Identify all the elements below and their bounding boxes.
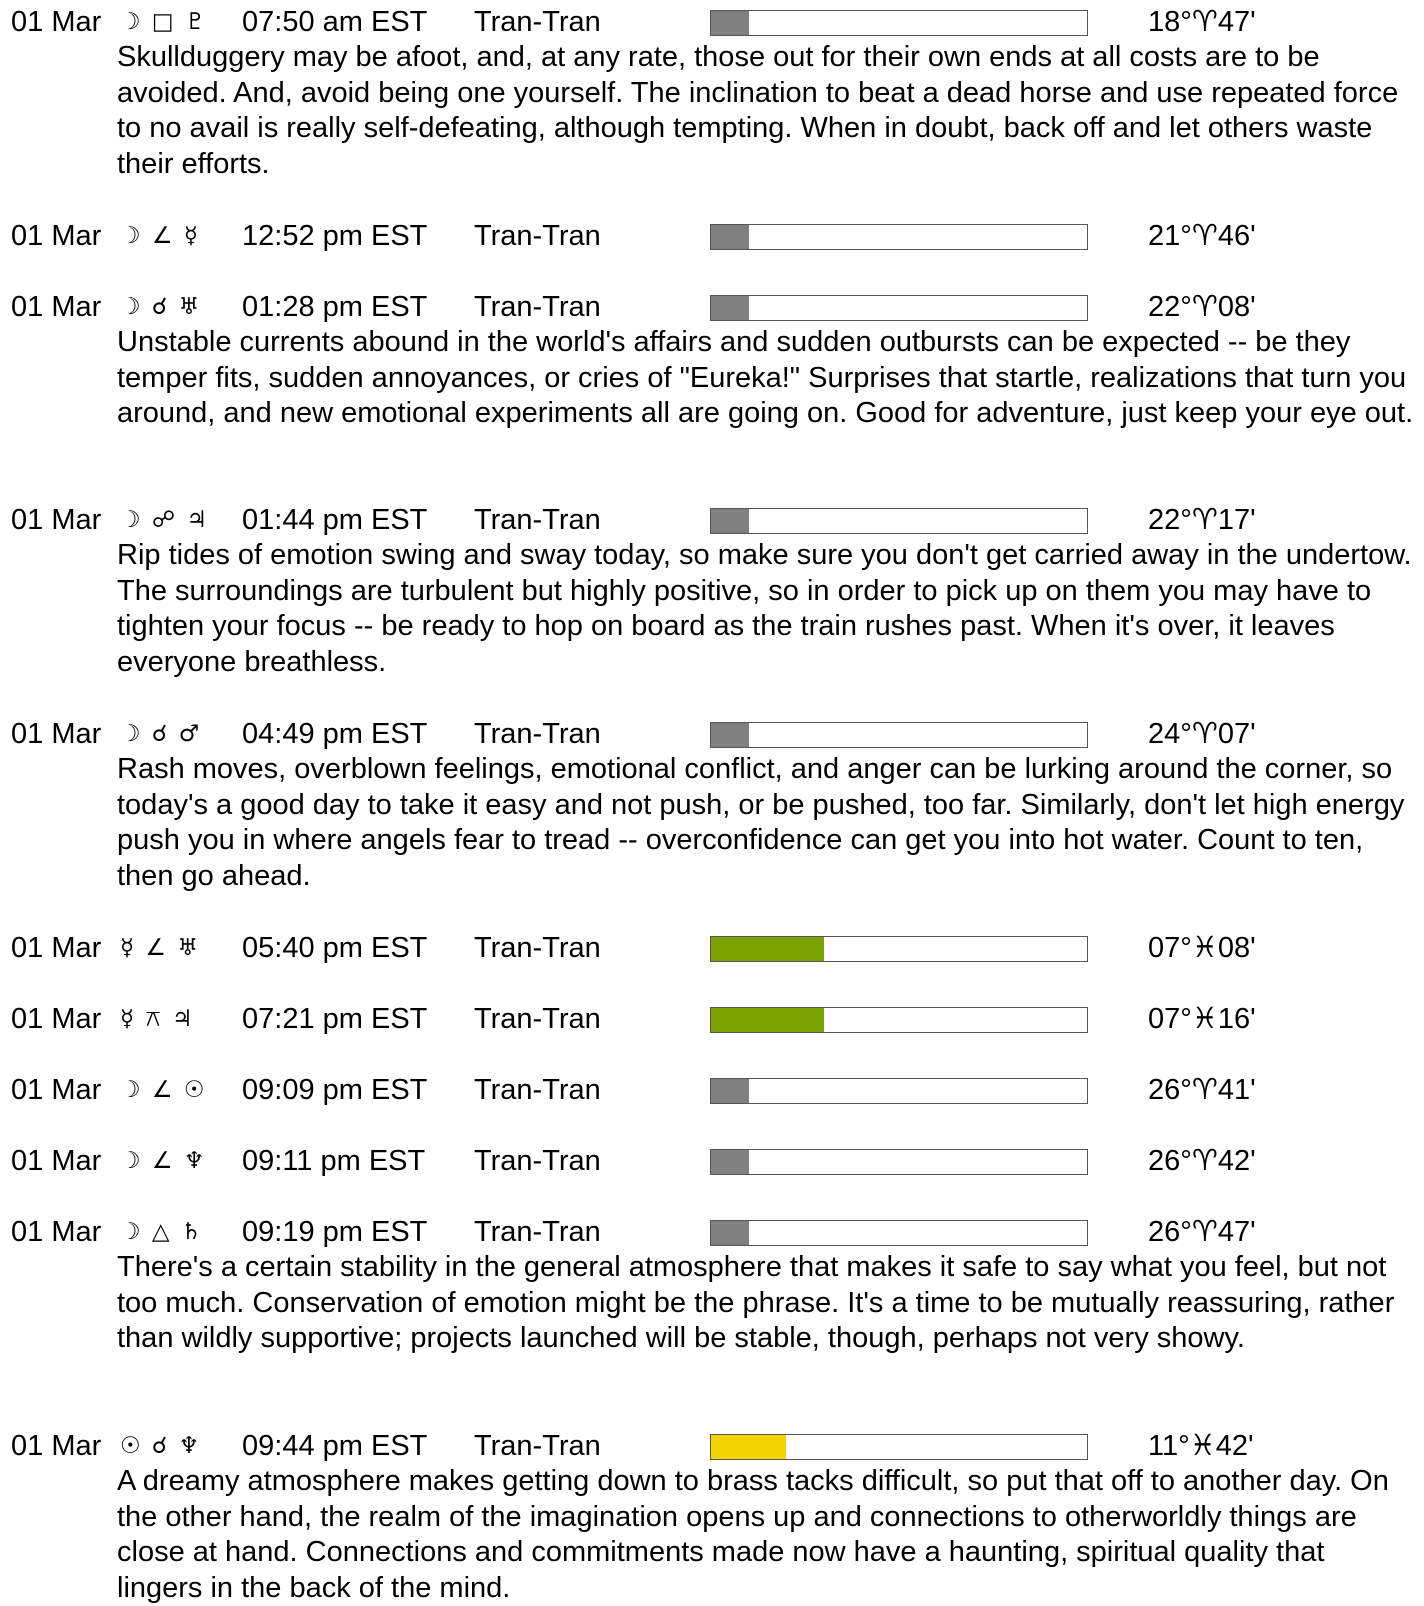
- transit-event: [0, 1072, 1424, 1108]
- zodiac-degree: 26°♈41': [1148, 1074, 1256, 1106]
- transit-event: [0, 1001, 1424, 1037]
- aspect-glyphs: ☽ ☌ ♅: [120, 294, 202, 320]
- transit-date: 01 Mar: [11, 6, 102, 38]
- zodiac-degree: 22°♈17': [1148, 504, 1256, 536]
- zodiac-degree: 18°♈47': [1148, 6, 1256, 38]
- transit-time: 07:21 pm EST: [242, 1003, 428, 1035]
- transit-event: [0, 502, 1424, 680]
- transit-type: Tran-Tran: [474, 932, 601, 964]
- transit-date: 01 Mar: [11, 1216, 102, 1248]
- strength-bar-fill: [711, 1435, 786, 1459]
- transit-date: 01 Mar: [11, 220, 102, 252]
- transit-description: Skullduggery may be afoot, and, at any rate, those out for their own ends at all costs are to be avoided. And, avoid being one yourself. The inclination to beat a dead horse and use repeated force to no avail is really self-defeating, although tempting. When in doubt, back off and let others waste their efforts.: [117, 41, 1399, 180]
- transit-event: [0, 289, 1424, 432]
- aspect-glyphs: ☉ ☌ ♆: [120, 1433, 202, 1459]
- strength-bar: [710, 1149, 1088, 1175]
- transit-time: 01:28 pm EST: [242, 291, 428, 323]
- strength-bar: [710, 295, 1088, 321]
- transit-date: 01 Mar: [11, 932, 102, 964]
- strength-bar: [710, 508, 1088, 534]
- aspect-glyphs: ☽ ☍ ♃: [120, 507, 210, 533]
- transit-time: 04:49 pm EST: [242, 718, 428, 750]
- transit-description: Rip tides of emotion swing and sway today, so make sure you don't get carried away in the undertow. The surroundings are turbulent but highly positive, so in order to pick up on them you may have to tighten your focus -- be ready to hop on board as the train rushes past. When it's over, it leaves everyone breathless.: [117, 539, 1412, 678]
- strength-bar-fill: [711, 11, 749, 35]
- strength-bar: [710, 722, 1088, 748]
- transit-time: 09:44 pm EST: [242, 1430, 428, 1462]
- transit-description: There's a certain stability in the general atmosphere that makes it safe to say what you feel, but not too much. Conservation of emotion might be the phrase. It's a time to be mutually reassuring, rather than wildly supportive; projects launched will be stable, though, perhaps not very showy.: [117, 1251, 1395, 1354]
- transit-date: 01 Mar: [11, 1074, 102, 1106]
- transit-time: 01:44 pm EST: [242, 504, 428, 536]
- transit-header-row: [0, 930, 1424, 966]
- transit-event: [0, 4, 1424, 182]
- transit-event: [0, 1428, 1424, 1606]
- transit-time: 05:40 pm EST: [242, 932, 428, 964]
- strength-bar-fill: [711, 225, 749, 249]
- zodiac-degree: 26°♈42': [1148, 1145, 1256, 1177]
- transit-event: [0, 930, 1424, 966]
- transit-header-row: [0, 1214, 1424, 1250]
- strength-bar: [710, 1220, 1088, 1246]
- strength-bar-fill: [711, 937, 824, 961]
- aspect-glyphs: ☽ ☌ ♂: [120, 721, 202, 747]
- transit-type: Tran-Tran: [474, 504, 601, 536]
- zodiac-degree: 24°♈07': [1148, 718, 1256, 750]
- strength-bar: [710, 936, 1088, 962]
- transit-time: 09:09 pm EST: [242, 1074, 428, 1106]
- strength-bar-fill: [711, 509, 749, 533]
- strength-bar-fill: [711, 1150, 749, 1174]
- transit-header-row: [0, 1143, 1424, 1179]
- zodiac-degree: 22°♈08': [1148, 291, 1256, 323]
- transit-description: Rash moves, overblown feelings, emotional conflict, and anger can be lurking around the corner, so today's a good day to take it easy and not push, or be pushed, too far. Similarly, don't let high energy push you in where angels fear to tread -- overconfidence can get you into hot water. Count to ten, then go ahead.: [117, 753, 1405, 892]
- transit-header-row: [0, 289, 1424, 325]
- transit-date: 01 Mar: [11, 1145, 102, 1177]
- zodiac-degree: 07°♓16': [1148, 1003, 1256, 1035]
- strength-bar: [710, 1007, 1088, 1033]
- transit-date: 01 Mar: [11, 504, 102, 536]
- transit-header-row: [0, 218, 1424, 254]
- zodiac-degree: 21°♈46': [1148, 220, 1256, 252]
- transit-time: 09:19 pm EST: [242, 1216, 428, 1248]
- strength-bar: [710, 10, 1088, 36]
- transit-type: Tran-Tran: [474, 1430, 601, 1462]
- strength-bar-fill: [711, 1221, 749, 1245]
- transit-event: [0, 218, 1424, 254]
- transit-event: [0, 716, 1424, 894]
- strength-bar-fill: [711, 1008, 824, 1032]
- strength-bar: [710, 1078, 1088, 1104]
- aspect-glyphs: ☿ ⚻ ♃: [120, 1006, 195, 1032]
- transit-date: 01 Mar: [11, 1003, 102, 1035]
- strength-bar: [710, 1434, 1088, 1460]
- transit-date: 01 Mar: [11, 291, 102, 323]
- strength-bar-fill: [711, 723, 749, 747]
- aspect-glyphs: ☽ ∠ ☿: [120, 223, 200, 249]
- transit-type: Tran-Tran: [474, 291, 601, 323]
- transit-type: Tran-Tran: [474, 6, 601, 38]
- transit-header-row: [0, 4, 1424, 40]
- transit-type: Tran-Tran: [474, 220, 601, 252]
- transit-description: Unstable currents abound in the world's affairs and sudden outbursts can be expected -- be they temper fits, sudden annoyances, or cries of "Eureka!" Surprises that startle, realizations that turn you around, and new emotional experiments all are going on. Good for adventure, just keep your eye out.: [117, 326, 1414, 429]
- strength-bar: [710, 224, 1088, 250]
- transit-header-row: [0, 1001, 1424, 1037]
- zodiac-degree: 26°♈47': [1148, 1216, 1256, 1248]
- transit-time: 12:52 pm EST: [242, 220, 428, 252]
- transit-time: 09:11 pm EST: [242, 1145, 426, 1177]
- transit-type: Tran-Tran: [474, 1216, 601, 1248]
- zodiac-degree: 11°♓42': [1148, 1430, 1254, 1462]
- transit-date: 01 Mar: [11, 1430, 102, 1462]
- aspect-glyphs: ☽ △ ♄: [120, 1219, 204, 1245]
- transit-description: A dreamy atmosphere makes getting down to brass tacks difficult, so put that off to another day. On the other hand, the realm of the imagination opens up and connections to otherworldly things are close at hand. Connections and commitments made now have a haunting, spiritual quality that lingers in the back of the mind.: [117, 1465, 1389, 1604]
- transit-type: Tran-Tran: [474, 718, 601, 750]
- strength-bar-fill: [711, 1079, 749, 1103]
- transit-type: Tran-Tran: [474, 1145, 601, 1177]
- transit-date: 01 Mar: [11, 718, 102, 750]
- transit-header-row: [0, 1428, 1424, 1464]
- transit-type: Tran-Tran: [474, 1003, 601, 1035]
- transit-header-row: [0, 1072, 1424, 1108]
- transit-type: Tran-Tran: [474, 1074, 601, 1106]
- zodiac-degree: 07°♓08': [1148, 932, 1256, 964]
- transit-header-row: [0, 502, 1424, 538]
- aspect-glyphs: ☽ ∠ ☉: [120, 1077, 207, 1103]
- aspect-glyphs: ☿ ∠ ♅: [120, 935, 200, 961]
- aspect-glyphs: ☽ □ ♇: [120, 9, 208, 35]
- transit-header-row: [0, 716, 1424, 752]
- strength-bar-fill: [711, 296, 749, 320]
- transit-event: [0, 1214, 1424, 1357]
- transit-event: [0, 1143, 1424, 1179]
- transit-time: 07:50 am EST: [242, 6, 428, 38]
- aspect-glyphs: ☽ ∠ ♆: [120, 1148, 207, 1174]
